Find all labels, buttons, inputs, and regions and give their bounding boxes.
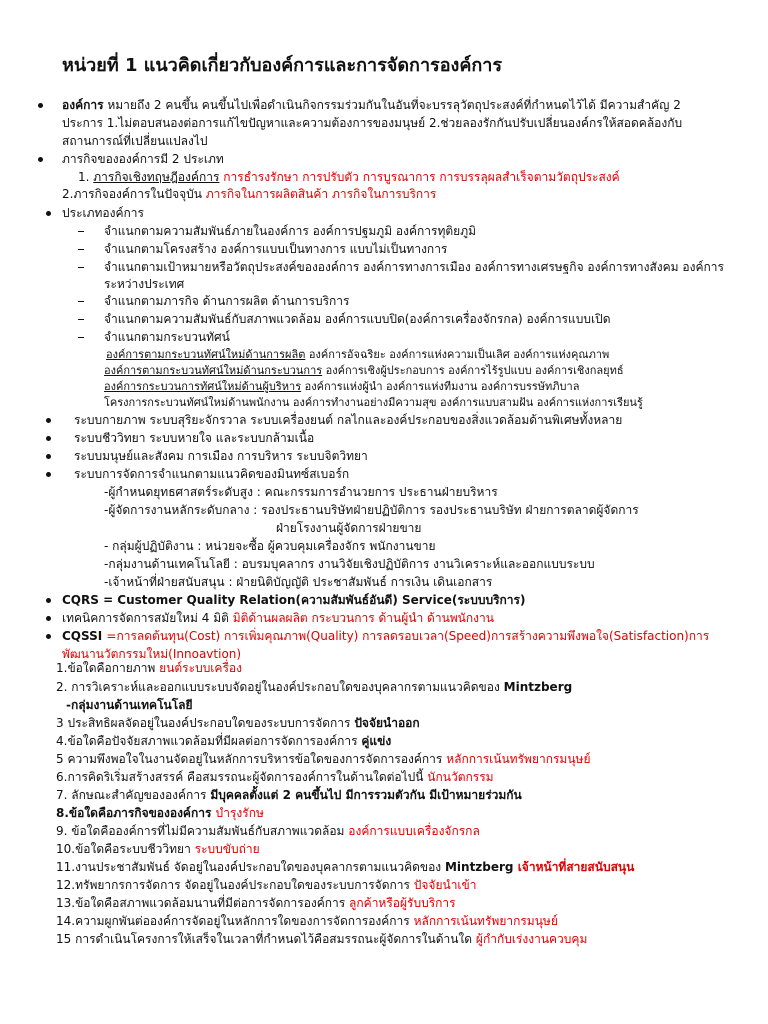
bullet-marker: [46, 418, 51, 423]
bullet-marker: [46, 472, 51, 477]
types-heading: ประเภทองค์การ: [62, 206, 144, 220]
qa-question: -กลุ่มงานด้านเทคโนโลยี: [66, 698, 193, 712]
dash-marker: [78, 337, 84, 338]
cqssi-line-2: พัฒนานวัตกรรมใหม่(Innoavtion): [62, 647, 242, 661]
qa-answer: มีบุคคลตั้งแต่ 2 คนขึ้นไป มีการรวมตัวกัน มีเป้าหมายร่วมกัน: [210, 788, 522, 802]
qa-item: [56, 912, 558, 930]
definition-text: หมายถึง 2 คนขึ้น คนขึ้นไปเพื่อดำเนินกิจกรรมร่วมกันในอันที่จะบรรลุวัตถุประสงค์ที่กำหนดไว้ได้ มีความสำคัญ 2: [103, 98, 681, 112]
qa-answer: Mintzberg: [503, 680, 573, 694]
paradigm-1-text: องค์การอัจฉริยะ องค์การแห่งความเป็นเลิศ องค์การแห่งคุณภาพ: [305, 348, 610, 361]
definition-line-2: ประการ 1.ไม่ตอบสนองต่อการแก้ไขปัญหาและความต้องการของมนุษย์ 2.ช่วยลองรักกันปรับเปลี่ยนองค์กรให้สอดคล้องกับ: [62, 116, 683, 130]
system-physical: ระบบกายภาพ ระบบสุริยะจักรวาล ระบบเครื่องยนต์ กลไกและองค์ประกอบของสิ่งแวดล้อมด้านพิเศษทั้งหลาย: [74, 413, 623, 427]
cqssi-detail: =การลดต้นทุน(Cost) การเพิ่มคุณภาพ(Quality) การลดรอบเวลา(Speed)การสร้างความพึงพอใจ(Satisfaction)การ: [106, 629, 710, 643]
qa-question: 12.ทรัพยากรการจัดการ จัดอยู่ในองค์ประกอบใดของระบบการจัดการ: [56, 878, 414, 892]
mission-item-2: [62, 185, 436, 203]
techniques-detail: มิติด้านผลผลิต กระบวนการ ด้านผู้นำ ด้านพนักงาน: [232, 611, 494, 625]
mintzberg-strategic-apex: -ผู้กำหนดยุทธศาสตร์ระดับสูง : คณะกรรมการอำนวยการ ประธานฝ่ายบริหาร: [104, 485, 498, 499]
mintzberg-support-staff: -เจ้าหน้าที่ฝ่ายสนับสนุน : ฝ่ายนิติบัญญัติ ประชาสัมพันธ์ การเงิน เดินเอกสาร: [104, 575, 493, 589]
cqssi-label: CQSSI: [62, 629, 107, 643]
qa-item: [56, 822, 480, 840]
mission-item-1: [78, 168, 620, 186]
qa-answer: องค์การแบบเครื่องจักรกล: [348, 824, 480, 838]
bullet-marker: [46, 598, 51, 603]
qa-question: 11.งานประชาสัมพันธ์ จัดอยู่ในองค์ประกอบใดของบุคลากรตามแนวคิดของ: [56, 860, 445, 874]
qa-item: [56, 786, 522, 804]
qa-item: [56, 750, 590, 768]
qa-question: 8.ข้อใดคือภารกิจขององค์การ: [56, 806, 216, 820]
techniques-label: เทคนิคการจัดการสมัยใหม่ 4 มิติ: [62, 611, 233, 625]
dash-marker: [78, 319, 84, 320]
dash-marker: [78, 249, 84, 250]
mission-item-1-number: 1.: [78, 170, 94, 184]
paradigm-2-text: องค์การเชิงผู้ประกอบการ องค์การไร้รูปแบบ องค์การเชิงกลยุทธ์: [322, 364, 624, 377]
qa-question: 3 ประสิทธิผลจัดอยู่ในองค์ประกอบใดของระบบการจัดการ: [56, 716, 355, 730]
qa-answer: ผู้กำกับเร่งงานควบคุม: [475, 932, 588, 946]
qa-question: 2. การวิเคราะห์และออกแบบระบบจัดอยู่ในองค์ประกอบใดของบุคลากรตามแนวคิดของ: [56, 680, 504, 694]
bullet-marker: [46, 436, 51, 441]
qa-answer: ลูกค้าหรือผู้รับบริการ: [349, 896, 456, 910]
types-item-6: จำแนกตามกระบวนทัศน์: [104, 330, 230, 344]
qa-question: 14.ความผูกพันต่อองค์การจัดอยู่ในหลักการใดของการจัดการองค์การ: [56, 914, 414, 928]
paradigm-line-4: โครงการกระบวนทัศน์ใหม่ด้านพนักงาน องค์การทำงานอย่างมีความสุข องค์การแบบสามฝัน องค์การแห่งการเรียนรู้: [104, 396, 643, 409]
qa-question: 7. ลักษณะสำคัญขององค์การ: [56, 788, 211, 802]
modern-management-techniques: [62, 609, 494, 627]
dash-marker: [78, 301, 84, 302]
mission-heading: ภารกิจขององค์การมี 2 ประเภท: [62, 152, 224, 166]
qa-answer: คู่แข่ง: [361, 734, 392, 748]
paradigm-1-label: องค์การตามกระบวนทัศน์ใหม่ด้านการผลิต: [106, 348, 306, 361]
qa-answer: นักนวัตกรรม: [427, 770, 494, 784]
types-item-3b: ระหว่างประเทศ: [104, 277, 185, 291]
bullet-marker: [46, 616, 51, 621]
qa-item: [56, 732, 391, 750]
qa-answer-detail: เจ้าหน้าที่สายสนับสนุน: [513, 860, 635, 874]
qa-answer: ยนต์ระบบเครื่อง: [159, 661, 242, 675]
qa-item: [56, 930, 587, 948]
types-item-5: จำแนกตามความสัมพันธ์กับสภาพแวดล้อม องค์การแบบปิด(องค์การเครื่องจักรกล) องค์การแบบเปิด: [104, 312, 611, 326]
qa-answer: บำรุงรักษ: [215, 806, 264, 820]
qa-item: [56, 876, 476, 894]
qa-item: [56, 858, 634, 876]
mission-item-1-detail: การธำรงรักษา การปรับตัว การบูรณาการ การบรรลุผลสำเร็จตามวัตถุประสงค์: [219, 170, 620, 184]
mission-item-2-label: 2.ภารกิจองค์การในปัจจุบัน: [62, 187, 206, 201]
qa-answer: หลักการเน้นทรัพยากรมนุษย์: [413, 914, 558, 928]
qa-question: 9. ข้อใดคือองค์การที่ไม่มีความสัมพันธ์กับสภาพแวดล้อม: [56, 824, 349, 838]
qa-question: 1.ข้อใดคือกายภาพ: [56, 661, 160, 675]
qa-item: [56, 714, 420, 732]
qa-item: [56, 678, 572, 696]
paradigm-3-label: องค์การกระบวนการทัศน์ใหม่ด้านผู้บริหาร: [104, 380, 302, 393]
bullet-marker: [38, 103, 43, 108]
bullet-marker: [46, 211, 51, 216]
qa-answer: ปัจจัยนำออก: [354, 716, 420, 730]
types-item-3a: จำแนกตามเป้าหมายหรือวัตถุประสงค์ขององค์การ องค์การทางการเมือง องค์การทางเศรษฐกิจ องค์การทางสังคม องค์การ: [104, 260, 724, 274]
definition-line-3: สถานการณ์ที่เปลี่ยนแปลงไป: [62, 134, 208, 148]
qa-item: [56, 659, 242, 677]
types-item-4: จำแนกตามภารกิจ ด้านการผลิต ด้านการบริการ: [104, 294, 350, 308]
mission-item-2-detail: ภารกิจในการผลิตสินค้า ภารกิจในการบริการ: [205, 187, 437, 201]
paradigm-2-label: องค์การตามกระบวนทัศน์ใหม่ด้านกระบวนการ: [104, 364, 323, 377]
mission-item-1-label: ภารกิจเชิงทฤษฎีองค์การ: [93, 170, 220, 184]
types-item-2: จำแนกตามโครงสร้าง องค์การแบบเป็นทางการ แบบไม่เป็นทางการ: [104, 242, 448, 256]
qa-item: [56, 768, 494, 786]
qa-item: [66, 696, 193, 714]
qa-item: [56, 894, 456, 912]
cqrs-definition: CQRS = Customer Quality Relation(ความสัมพันธ์อันดี) Service(ระบบบริการ): [62, 593, 526, 607]
qa-answer: ปัจจัยนำเข้า: [413, 878, 477, 892]
paradigm-3-text: องค์การแห่งผู้นำ องค์การแห่งทีมงาน องค์การบรรษัทภิบาล: [301, 380, 580, 393]
qa-question: 5 ความพึงพอใจในงานจัดอยู่ในหลักการบริหารข้อใดของการจัดการองค์การ: [56, 752, 447, 766]
bullet-marker: [46, 634, 51, 639]
qa-item: [56, 840, 260, 858]
qa-answer: Mintzberg: [444, 860, 514, 874]
qa-answer: ระบบขับถ่าย: [194, 842, 260, 856]
system-biological: ระบบชีววิทยา ระบบหายใจ และระบบกล้ามเนื้อ: [74, 431, 315, 445]
system-human-social: ระบบมนุษย์และสังคม การเมือง การบริหาร ระบบจิตวิทยา: [74, 449, 368, 463]
mintzberg-operating-core: - กลุ่มผู้ปฏิบัติงาน : หน่วยจะซื้อ ผู้ควบคุมเครื่องจักร พนักงานขาย: [104, 539, 436, 553]
qa-question: 15 การดำเนินโครงการให้เสร็จในเวลาที่กำหนดไว้คือสมรรถนะผู้จัดการในด้านใด: [56, 932, 476, 946]
mintzberg-middle-line: -ผู้จัดการงานหลักระดับกลาง : รองประธานบริษัทฝ่ายปฏิบัติการ รองประธานบริษัท ฝ่ายการตลาดผู้จัดการ: [104, 503, 639, 517]
qa-question: 4.ข้อใดคือปัจจัยสภาพแวดล้อมที่มีผลต่อการจัดการองค์การ: [56, 734, 362, 748]
qa-item: [56, 804, 264, 822]
system-management: ระบบการจัดการจำแนกตามแนวคิดของมินทซ์สเบอร์ก: [74, 467, 350, 481]
page-title: หน่วยที่ 1 แนวคิดเกี่ยวกับองค์การและการจัดการองค์การ: [62, 55, 503, 76]
types-item-1: จำแนกตามความสัมพันธ์ภายในองค์การ องค์การปฐมภูมิ องค์การทุติยภูมิ: [104, 224, 477, 238]
mintzberg-middle-line-cont: ฝ่ายโรงงานผู้จัดการฝ่ายขาย: [276, 521, 422, 535]
qa-question: 10.ข้อใดคือระบบชีววิทยา: [56, 842, 195, 856]
cqssi-line-1: [62, 627, 709, 645]
definition-line-1: [62, 96, 681, 114]
qa-answer: หลักการเน้นทรัพยากรมนุษย์: [446, 752, 591, 766]
dash-marker: [78, 231, 84, 232]
bullet-marker: [38, 157, 43, 162]
dash-marker: [78, 267, 84, 268]
bullet-marker: [46, 454, 51, 459]
mintzberg-technostructure: -กลุ่มงานด้านเทคโนโลยี : อบรมบุคลากร งานวิจัยเชิงปฏิบัติการ งานวิเคราะห์และออกแบบระบบ: [104, 557, 595, 571]
definition-term: องค์การ: [62, 98, 104, 112]
qa-question: 13.ข้อใดคือสภาพแวดล้อมนานที่มีต่อการจัดการองค์การ: [56, 896, 350, 910]
qa-question: 6.การคิดริเริ่มสร้างสรรค์ คือสมรรถนะผู้จัดการองค์การในด้านใดต่อไปนี้: [56, 770, 428, 784]
